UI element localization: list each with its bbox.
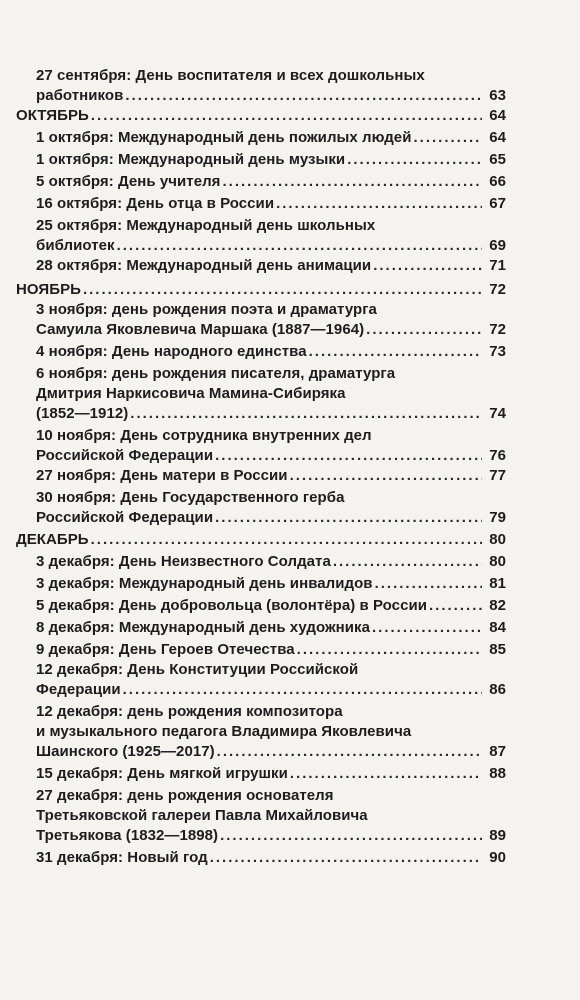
- toc-entry: [36, 660, 506, 700]
- toc-page-number: 88: [489, 765, 506, 782]
- toc-entry: [36, 764, 506, 784]
- toc-entry-text: Дмитрия Наркисовича Мамина-Сибиряка: [36, 385, 346, 402]
- toc-page-number: 81: [489, 575, 506, 592]
- toc-entry: [36, 128, 506, 148]
- dot-leader: [373, 256, 482, 276]
- toc-entry-last-line: [16, 106, 506, 126]
- toc-page-number: 63: [489, 87, 506, 104]
- toc-month-heading: [16, 280, 506, 300]
- toc-entry-last-line: [36, 86, 506, 106]
- toc-page-number: 72: [489, 321, 506, 338]
- toc-entry-last-line: [36, 552, 506, 572]
- toc-page-number: 76: [489, 447, 506, 464]
- toc-page-number: 65: [489, 151, 506, 168]
- toc-entry-text: Российской Федерации: [36, 509, 214, 526]
- toc-entry: [36, 702, 506, 762]
- dot-leader: [429, 596, 482, 616]
- toc-entry: [36, 488, 506, 528]
- toc-entry-text: ОКТЯБРЬ: [16, 107, 89, 124]
- dot-leader: [130, 404, 482, 424]
- toc-entry-text: 25 октября: Международный день школьных: [36, 217, 376, 234]
- toc-entry: [36, 216, 506, 256]
- toc-page-number: 80: [489, 531, 506, 548]
- dot-leader: [215, 446, 482, 466]
- toc-entry-text: Третьякова (1832—1898): [36, 827, 219, 844]
- toc-entry: [36, 574, 506, 594]
- toc-entry-last-line: [16, 530, 506, 550]
- dot-leader: [220, 826, 482, 846]
- dot-leader: [210, 848, 482, 868]
- toc-page-number: 67: [489, 195, 506, 212]
- toc-entry-last-line: [36, 508, 506, 528]
- toc-entry-text: 9 декабря: День Героев Отечества: [36, 641, 295, 658]
- toc-page-number: 64: [489, 107, 506, 124]
- toc-entry-text: 5 декабря: День добровольца (волонтёра) в России: [36, 597, 428, 614]
- toc-entry: [36, 342, 506, 362]
- dot-leader: [222, 172, 482, 192]
- toc-entry-text: 10 ноября: День сотрудника внутренних дел: [36, 427, 372, 444]
- toc-page-number: 85: [489, 641, 506, 658]
- toc-entry: [36, 150, 506, 170]
- dot-leader: [125, 86, 482, 106]
- toc-entry-last-line: [36, 320, 506, 340]
- toc-entry-text: Самуила Яковлевича Маршака (1887—1964): [36, 321, 365, 338]
- toc-entry: [36, 596, 506, 616]
- toc-entry-text: и музыкального педагога Владимира Яковлевича: [36, 723, 412, 740]
- dot-leader: [123, 680, 482, 700]
- toc-entry-text: 1 октября: Международный день музыки: [36, 151, 346, 168]
- toc-page-number: 71: [489, 257, 506, 274]
- toc-entry-text: НОЯБРЬ: [16, 281, 81, 298]
- toc-entry-text: 28 октября: Международный день анимации: [36, 257, 372, 274]
- toc-page-number: 90: [489, 849, 506, 866]
- toc-entry: [36, 466, 506, 486]
- toc-entry-text: 8 декабря: Международный день художника: [36, 619, 371, 636]
- toc-entry-last-line: [36, 618, 506, 638]
- toc-entry-last-line: [36, 640, 506, 660]
- toc-entry-text: 27 декабря: день рождения основателя: [36, 787, 334, 804]
- toc-entry-text: 12 декабря: День Конституции Российской: [36, 661, 359, 678]
- toc-entry-last-line: [36, 150, 506, 170]
- toc-entry-text: Российской Федерации: [36, 447, 214, 464]
- toc-entry: [36, 300, 506, 340]
- dot-leader: [290, 466, 482, 486]
- toc-entry-last-line: [36, 742, 506, 762]
- toc-page-number: 80: [489, 553, 506, 570]
- toc-entry-text: 6 ноября: день рождения писателя, драматурга: [36, 365, 396, 382]
- toc-page-number: 86: [489, 681, 506, 698]
- toc-entry-text: библиотек: [36, 237, 115, 254]
- dot-leader: [297, 640, 482, 660]
- toc-page-number: 89: [489, 827, 506, 844]
- toc-entry-last-line: [36, 680, 506, 700]
- toc-page-number: 66: [489, 173, 506, 190]
- toc-entry-text: 3 декабря: Международный день инвалидов: [36, 575, 373, 592]
- toc-page-number: 72: [489, 281, 506, 298]
- dot-leader: [309, 342, 482, 362]
- toc-entry: [36, 786, 506, 846]
- dot-leader: [91, 106, 482, 126]
- dot-leader: [290, 764, 482, 784]
- toc-entry-text: 31 декабря: Новый год: [36, 849, 208, 866]
- dot-leader: [375, 574, 482, 594]
- dot-leader: [366, 320, 482, 340]
- toc-entry-text: 12 декабря: день рождения композитора: [36, 703, 343, 720]
- toc-page-number: 82: [489, 597, 506, 614]
- toc-entry-text: Шаинского (1925—2017): [36, 743, 215, 760]
- dot-leader: [347, 150, 482, 170]
- toc-page-number: 69: [489, 237, 506, 254]
- dot-leader: [413, 128, 482, 148]
- toc-entry: [36, 552, 506, 572]
- toc-entry: [36, 194, 506, 214]
- toc-entry-last-line: [36, 172, 506, 192]
- toc-entry: [36, 172, 506, 192]
- toc-entry-last-line: [36, 404, 506, 424]
- toc-entry-text: 3 декабря: День Неизвестного Солдата: [36, 553, 331, 570]
- dot-leader: [276, 194, 482, 214]
- toc-entry-text: 27 ноября: День матери в России: [36, 467, 288, 484]
- dot-leader: [333, 552, 482, 572]
- toc-page-number: 79: [489, 509, 506, 526]
- toc-entry-last-line: [36, 466, 506, 486]
- toc-entry-text: 1 октября: Международный день пожилых людей: [36, 129, 412, 146]
- toc-entry-last-line: [36, 342, 506, 362]
- dot-leader: [372, 618, 482, 638]
- toc-entry-text: 3 ноября: день рождения поэта и драматурга: [36, 301, 377, 318]
- toc-entry: [36, 618, 506, 638]
- toc-month-heading: [16, 530, 506, 550]
- toc-entry-text: 30 ноября: День Государственного герба: [36, 489, 345, 506]
- toc-entry-last-line: [36, 574, 506, 594]
- dot-leader: [217, 742, 482, 762]
- dot-leader: [215, 508, 482, 528]
- toc-entry-last-line: [36, 826, 506, 846]
- toc-entry: [36, 66, 506, 106]
- toc-entry: [36, 640, 506, 660]
- toc-entry-text: 5 октября: День учителя: [36, 173, 221, 190]
- toc-page-number: 74: [489, 405, 506, 422]
- toc-page-number: 84: [489, 619, 506, 636]
- toc-entry-text: Федерации: [36, 681, 121, 698]
- toc-entry-text: 16 октября: День отца в России: [36, 195, 275, 212]
- toc-entry-last-line: [36, 236, 506, 256]
- toc-entry-last-line: [36, 256, 506, 276]
- toc-entry-text: работников: [36, 87, 124, 104]
- toc-entry-text: 27 сентября: День воспитателя и всех дошкольных: [36, 67, 425, 84]
- dot-leader: [91, 530, 482, 550]
- toc-entry-text: 4 ноября: День народного единства: [36, 343, 307, 360]
- toc-page-number: 73: [489, 343, 506, 360]
- toc-entry-last-line: [36, 446, 506, 466]
- toc-entry-text: Третьяковской галереи Павла Михайловича: [36, 807, 368, 824]
- toc-entry: [36, 364, 506, 424]
- toc-entry: [36, 426, 506, 466]
- toc-page-number: 77: [489, 467, 506, 484]
- toc-month-heading: [16, 106, 506, 126]
- toc-page-number: 64: [489, 129, 506, 146]
- toc-page-number: 87: [489, 743, 506, 760]
- dot-leader: [117, 236, 482, 256]
- toc-entry-text: ДЕКАБРЬ: [16, 531, 89, 548]
- toc-entry-last-line: [36, 764, 506, 784]
- toc-entry-last-line: [36, 848, 506, 868]
- toc-entry-text: 15 декабря: День мягкой игрушки: [36, 765, 288, 782]
- toc-entry: [36, 848, 506, 868]
- dot-leader: [83, 280, 482, 300]
- toc-entry-last-line: [36, 128, 506, 148]
- toc-entry-last-line: [16, 280, 506, 300]
- toc-entry-text: (1852—1912): [36, 405, 129, 422]
- toc-entry-last-line: [36, 194, 506, 214]
- toc-entry-last-line: [36, 596, 506, 616]
- toc-entry: [36, 256, 506, 276]
